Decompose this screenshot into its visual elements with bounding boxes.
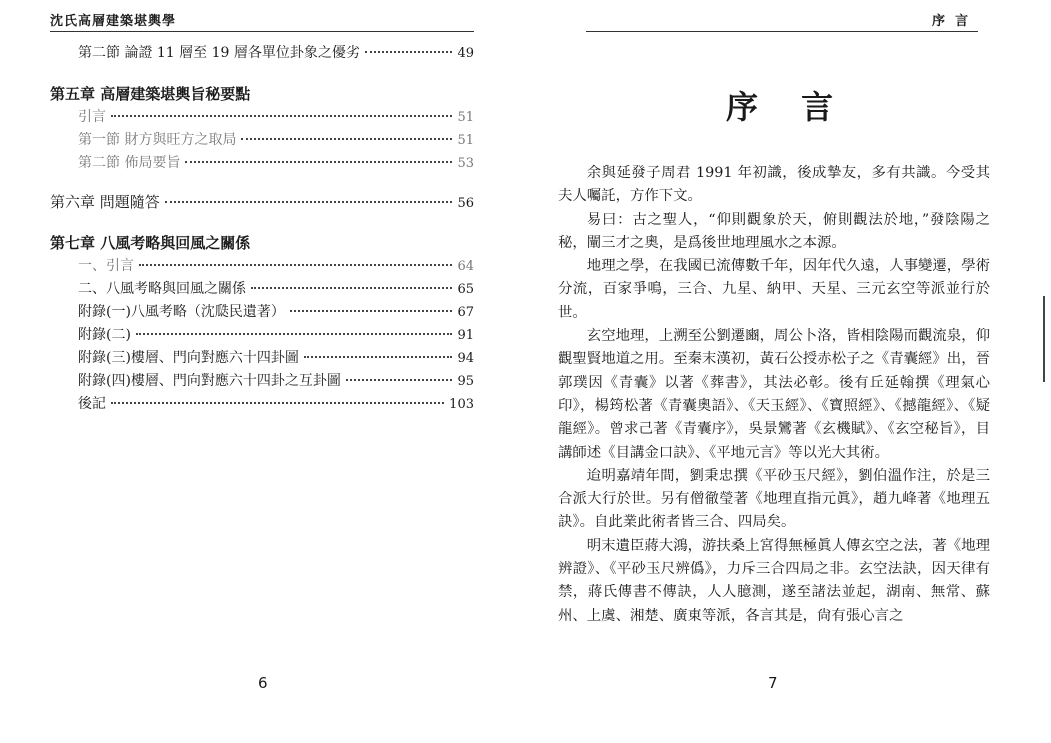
toc-entry-title: 二、八風考略與回風之關係 — [78, 281, 246, 297]
toc-entry-title: 附錄(二) — [78, 327, 131, 343]
chapter-6-heading: 第六章 問題隨答 — [50, 193, 160, 211]
toc-entry — [50, 301, 474, 324]
running-head-book-title: 沈氏高層建築堪輿學 — [50, 14, 177, 29]
chapter-7-heading: 第七章 八風考略與回風之關係 — [50, 234, 251, 252]
toc-entry-title: 第一節 財方與旺方之取局 — [78, 132, 237, 148]
toc-entry-page: 95 — [457, 374, 474, 389]
dot-leader — [185, 161, 452, 163]
toc-entry-page: 91 — [457, 328, 474, 343]
table-of-contents — [50, 42, 474, 416]
preface-body — [558, 162, 990, 628]
header-rule — [586, 31, 978, 32]
toc-entry-page: 94 — [457, 351, 474, 366]
toc-entry-title: 引言 — [78, 109, 106, 125]
page-number: 7 — [768, 674, 778, 692]
dot-leader — [111, 115, 452, 117]
toc-entry-page: 67 — [457, 305, 474, 320]
paragraph: 余與延發子周君 1991 年初識，後成摯友，多有共識。今受其夫人囑託，方作下文。 — [558, 165, 990, 205]
dot-leader — [165, 201, 453, 203]
toc-entry-page: 51 — [457, 110, 474, 125]
paragraph: 玄空地理，上溯至公劉遷豳，周公卜洛，皆相陰陽而觀流泉，仰觀聖賢地道之用。至秦末漢初，黃石公授赤松子之《青囊經》出，晉郭璞因《青囊》以著《葬書》，其法必彰。後有丘延翰撰《理氣心印》，楊筠松著《青囊奧語》、《天玉經》、《寶照經》、《撼龍經》、《疑龍經》。曾求己著《青囊序》，吳景鸞著《玄機賦》、《玄空秘旨》，目講師述《目講金口訣》、《平地元言》等以光大其術。 — [558, 328, 990, 461]
toc-entry-title: 第二節 佈局要旨 — [78, 155, 181, 171]
toc-entry-page: 53 — [457, 156, 474, 171]
toc-entry — [50, 42, 474, 65]
toc-entry — [50, 324, 474, 347]
running-head-section: 序言 — [931, 14, 978, 29]
dot-leader — [290, 310, 453, 312]
toc-entry — [50, 152, 474, 175]
toc-entry-title: 附錄(一)八風考略（沈瓞民遺著） — [78, 304, 285, 320]
toc-entry — [50, 106, 474, 129]
preface-title: 序 言 — [726, 88, 850, 126]
page-number: 6 — [258, 674, 268, 692]
dot-leader — [139, 264, 452, 266]
scan-edge-mark — [1043, 296, 1045, 382]
header-rule — [50, 31, 474, 32]
toc-entry-title: 一、引言 — [78, 258, 134, 274]
toc-entry — [50, 255, 474, 278]
paragraph: 明末遺臣蔣大鴻，游扶桑上宮得無極眞人傳玄空之法，著《地理辨證》、《平砂玉尺辨僞》，力斥三合四局之非。玄空法訣，因天律有禁，蔣氏傳書不傳訣，人人臆測，遂至諸法並起，湖南、無常、蘇州、上虞、湘楚、廣東等派，各言其是，尙有張心言之 — [558, 537, 990, 624]
toc-entry-title: 第二節 論證 11 層至 19 層各單位卦象之優劣 — [78, 45, 360, 61]
dot-leader — [111, 402, 444, 404]
paragraph: 迨明嘉靖年間，劉秉忠撰《平砂玉尺經》，劉伯溫作注，於是三合派大行於世。另有僧徹瑩著《地理直指元眞》，趙九峰著《地理五訣》。自此業此術者皆三合、四局矣。 — [558, 467, 990, 531]
dot-leader — [251, 287, 452, 289]
toc-entry — [50, 370, 474, 393]
toc-entry — [50, 347, 474, 370]
toc-entry-page: 49 — [457, 46, 474, 61]
chapter-5-heading: 第五章 高層建築堪輿旨秘要點 — [50, 85, 251, 103]
paragraph: 易曰：古之聖人，“仰則觀象於天，俯則觀法於地，”發陰陽之秘，闡三才之奧，是爲後世地理風水之本源。 — [558, 211, 990, 251]
toc-entry — [50, 393, 474, 416]
toc-entry — [50, 278, 474, 301]
dot-leader — [136, 333, 453, 335]
toc-entry-page: 64 — [457, 259, 474, 274]
right-page — [526, 0, 1051, 743]
toc-entry-page: 65 — [457, 282, 474, 297]
toc-entry-page: 51 — [457, 133, 474, 148]
chapter-6-entry — [50, 191, 474, 214]
toc-entry-page: 56 — [457, 196, 474, 211]
toc-entry-page: 103 — [449, 397, 474, 412]
dot-leader — [365, 51, 453, 53]
toc-entry-title: 附錄(四)樓層、門向對應六十四卦之互卦圖 — [78, 373, 341, 389]
dot-leader — [241, 138, 452, 140]
toc-entry-title: 後記 — [78, 396, 106, 412]
toc-entry-title: 附錄(三)樓層、門向對應六十四卦圖 — [78, 350, 299, 366]
toc-entry — [50, 129, 474, 152]
dot-leader — [346, 379, 453, 381]
paragraph: 地理之學，在我國已流傳數千年，因年代久遠，人事變遷，學術分流，百家爭鳴，三合、九星、納甲、天星、三元玄空等派並行於世。 — [558, 258, 990, 321]
dot-leader — [304, 356, 453, 358]
